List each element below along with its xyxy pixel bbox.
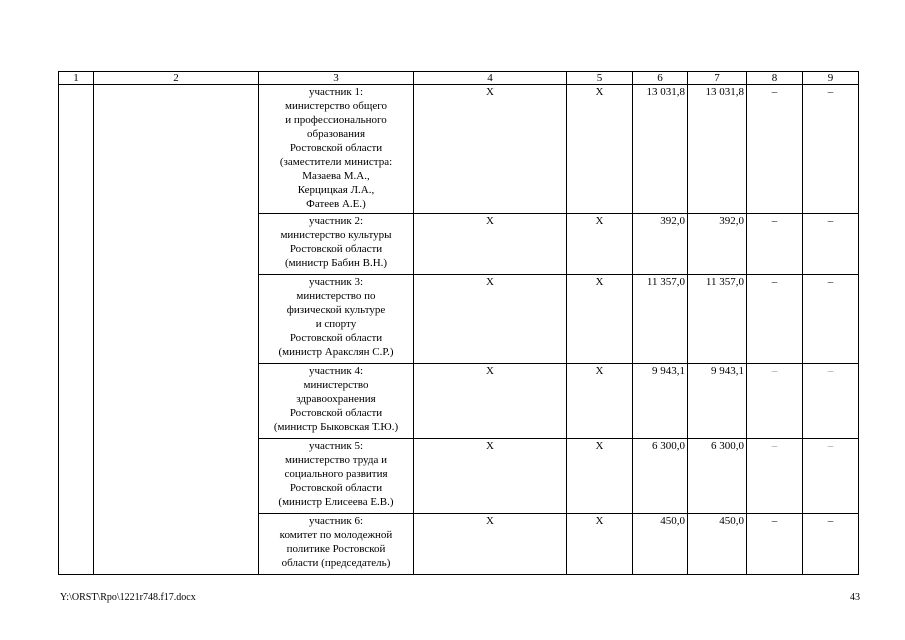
participant-cell: участник 6: комитет по молодежной политике Ростовской области (председатель)	[259, 514, 414, 575]
page-number: 43	[850, 592, 860, 603]
dash-cell: –	[803, 214, 859, 275]
participant-cell: участник 1: министерство общего и профессионального образования Ростовской области (заместители министра: Мазаева М.А., Керцицкая Л.А., Фатеев А.Е.)	[259, 85, 414, 214]
x-mark-cell: Х	[567, 275, 633, 364]
amount-cell: 9 943,1	[688, 364, 747, 439]
x-mark-cell: Х	[414, 214, 567, 275]
dash-cell: –	[747, 275, 803, 364]
header-cell: 8	[747, 72, 803, 85]
table-row	[59, 85, 859, 214]
x-mark-cell: Х	[567, 85, 633, 214]
dash-cell: –	[747, 514, 803, 575]
header-cell: 3	[259, 72, 414, 85]
header-cell: 7	[688, 72, 747, 85]
x-mark-cell: Х	[414, 439, 567, 514]
participant-cell: участник 4: министерство здравоохранения Ростовской области (министр Быковская Т.Ю.)	[259, 364, 414, 439]
dash-cell: –	[803, 514, 859, 575]
header-cell: 2	[94, 72, 259, 85]
dash-cell: –	[747, 214, 803, 275]
header-cell: 5	[567, 72, 633, 85]
amount-cell: 392,0	[688, 214, 747, 275]
x-mark-cell: Х	[414, 275, 567, 364]
x-mark-cell: Х	[567, 514, 633, 575]
x-mark-cell: Х	[567, 439, 633, 514]
amount-cell: 9 943,1	[633, 364, 688, 439]
empty-cell-col2	[94, 85, 259, 575]
header-cell: 6	[633, 72, 688, 85]
x-mark-cell: Х	[414, 85, 567, 214]
participant-cell: участник 2: министерство культуры Ростовской области (министр Бабин В.Н.)	[259, 214, 414, 275]
header-row	[59, 72, 859, 85]
participant-cell: участник 3: министерство по физической культуре и спорту Ростовской области (министр Аракслян С.Р.)	[259, 275, 414, 364]
footer-file-path: Y:\ORST\Rpo\1221r748.f17.docx	[60, 592, 196, 603]
dash-cell: –	[803, 439, 859, 514]
amount-cell: 13 031,8	[688, 85, 747, 214]
amount-cell: 392,0	[633, 214, 688, 275]
empty-cell-col1	[59, 85, 94, 575]
header-cell: 4	[414, 72, 567, 85]
amount-cell: 13 031,8	[633, 85, 688, 214]
amount-cell: 6 300,0	[688, 439, 747, 514]
amount-cell: 11 357,0	[688, 275, 747, 364]
dash-cell: –	[803, 364, 859, 439]
participant-cell: участник 5: министерство труда и социального развития Ростовской области (министр Елисеева Е.В.)	[259, 439, 414, 514]
amount-cell: 11 357,0	[633, 275, 688, 364]
dash-cell: –	[803, 85, 859, 214]
dash-cell: –	[747, 85, 803, 214]
header-cell: 9	[803, 72, 859, 85]
x-mark-cell: Х	[414, 364, 567, 439]
x-mark-cell: Х	[414, 514, 567, 575]
amount-cell: 450,0	[688, 514, 747, 575]
amount-cell: 450,0	[633, 514, 688, 575]
dash-cell: –	[747, 364, 803, 439]
amount-cell: 6 300,0	[633, 439, 688, 514]
x-mark-cell: Х	[567, 214, 633, 275]
dash-cell: –	[803, 275, 859, 364]
header-cell: 1	[59, 72, 94, 85]
dash-cell: –	[747, 439, 803, 514]
x-mark-cell: Х	[567, 364, 633, 439]
budget-table	[58, 71, 859, 575]
